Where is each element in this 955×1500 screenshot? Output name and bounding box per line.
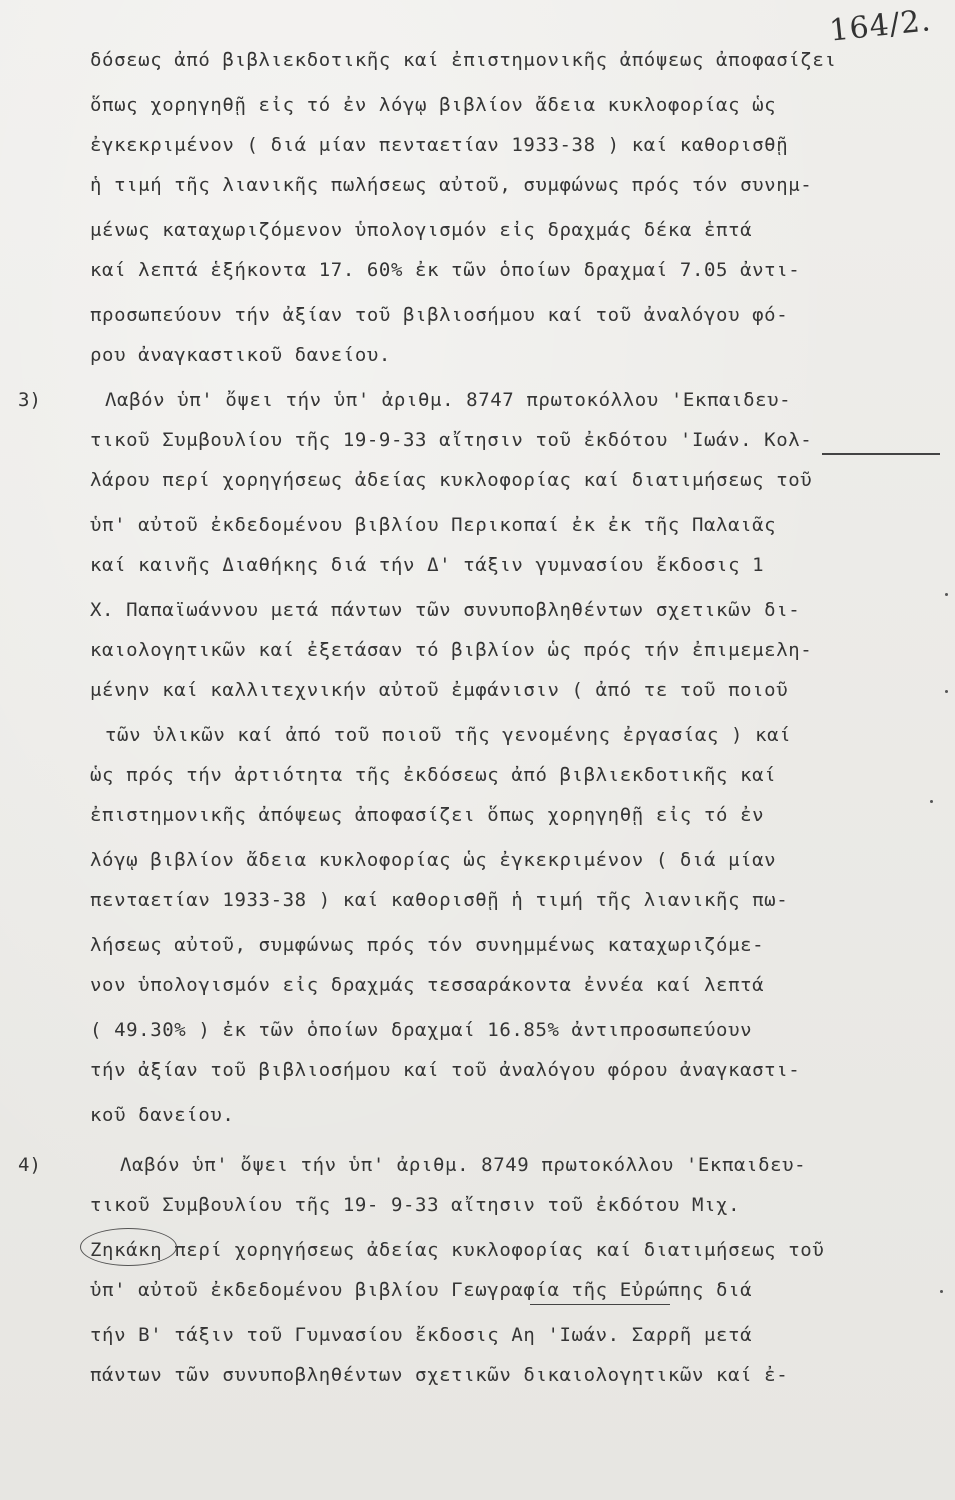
- text-line: Ζηκάκη περί χορηγήσεως ἀδείας κυκλοφορίας καί διατιμήσεως τοῦ: [90, 1239, 825, 1261]
- text-line: πάντων τῶν συνυποβληθέντων σχετικῶν δικαιολογητικῶν καί ἐ-: [90, 1364, 789, 1386]
- item-marker-3: 3): [18, 389, 41, 411]
- text-line: Λαβόν ὑπ' ὄψει τήν ὑπ' ἀριθμ. 8749 πρωτοκόλλου 'Εκπαιδευ-: [120, 1154, 807, 1176]
- text-line: μένως καταχωριζόμενον ὑπολογισμόν εἰς δραχμάς δέκα ἑπτά: [90, 219, 753, 241]
- text-line: Χ. Παπαϊωάννου μετά πάντων τῶν συνυποβληθέντων σχετικῶν δι-: [90, 599, 801, 621]
- text-line: καί λεπτά ἑξήκοντα 17. 60% ἐκ τῶν ὁποίων δραχμαί 7.05 ἀντι-: [90, 259, 801, 281]
- text-line: τήν Β' τάξιν τοῦ Γυμνασίου ἔκδοσις Αη 'Ιωάν. Σαρρῆ μετά: [90, 1324, 753, 1346]
- text-line: πενταετίαν 1933-38 ) καί καθορισθῇ ἡ τιμή τῆς λιανικῆς πω-: [90, 889, 789, 911]
- text-line: ρου ἀναγκαστικοῦ δανείου.: [90, 344, 391, 366]
- text-line: δόσεως ἀπό βιβλιεκδοτικῆς καί ἐπιστημονικῆς ἀπόψεως ἀποφασίζει: [90, 49, 837, 71]
- text-line: ὅπως χορηγηθῇ εἰς τό ἐν λόγῳ βιβλίον ἄδεια κυκλοφορίας ὡς: [90, 94, 777, 116]
- text-line: Λαβόν ὑπ' ὄψει τήν ὑπ' ἀριθμ. 8747 πρωτοκόλλου 'Εκπαιδευ-: [105, 389, 792, 411]
- text-line: ὡς πρός τήν ἀρτιότητα τῆς ἐκδόσεως ἀπό βιβλιεκδοτικῆς καί: [90, 764, 777, 786]
- text-line: λήσεως αὐτοῦ, συμφώνως πρός τόν συνημμένως καταχωριζόμε-: [90, 934, 765, 956]
- text-line: ὑπ' αὐτοῦ ἐκδεδομένου βιβλίου Γεωγραφία τῆς Εὐρώπης διά: [90, 1279, 753, 1301]
- text-line: κοῦ δανείου.: [90, 1104, 235, 1126]
- item-marker-4: 4): [18, 1154, 41, 1176]
- text-line: τικοῦ Συμβουλίου τῆς 19-9-33 αἴτησιν τοῦ ἐκδότου 'Ιωάν. Κολ-: [90, 429, 813, 451]
- margin-dot: [940, 1290, 943, 1293]
- text-line: καιολογητικῶν καί ἐξετάσαν τό βιβλίον ὡς πρός τήν ἐπιμεμελη-: [90, 639, 813, 661]
- text-line: ὑπ' αὐτοῦ ἐκδεδομένου βιβλίου Περικοπαί ἐκ ἐκ τῆς Παλαιᾶς: [90, 514, 777, 536]
- text-line: τῶν ὑλικῶν καί ἀπό τοῦ ποιοῦ τῆς γενομένης ἐργασίας ) καί: [105, 724, 792, 746]
- text-line: τικοῦ Συμβουλίου τῆς 19- 9-33 αἴτησιν τοῦ ἐκδότου Μιχ.: [90, 1194, 741, 1216]
- text-line: νον ὑπολογισμόν εἰς δραχμάς τεσσαράκοντα ἐννέα καί λεπτά: [90, 974, 765, 996]
- text-line: ἐπιστημονικῆς ἀπόψεως ἀποφασίζει ὅπως χορηγηθῇ εἰς τό ἐν: [90, 804, 765, 826]
- text-line: λόγῳ βιβλίον ἄδεια κυκλοφορίας ὡς ἐγκεκριμένον ( διά μίαν: [90, 849, 777, 871]
- pen-circle: [80, 1228, 177, 1266]
- margin-dot: [945, 690, 948, 693]
- pen-underline: [530, 1304, 670, 1305]
- text-line: προσωπεύουν τήν ἀξίαν τοῦ βιβλιοσήμου καί τοῦ ἀναλόγου φό-: [90, 304, 789, 326]
- text-line: ἡ τιμή τῆς λιανικῆς πωλήσεως αὐτοῦ, συμφώνως πρός τόν συνημ-: [90, 174, 813, 196]
- text-line: ἐγκεκριμένον ( διά μίαν πενταετίαν 1933-38 ) καί καθορισθῇ: [90, 134, 789, 156]
- text-line: ( 49.30% ) ἐκ τῶν ὁποίων δραχμαί 16.85% ἀντιπροσωπεύουν: [90, 1019, 753, 1041]
- text-line: τήν ἀξίαν τοῦ βιβλιοσήμου καί τοῦ ἀναλόγου φόρου ἀναγκαστι-: [90, 1059, 801, 1081]
- text-line: μένην καί καλλιτεχνικήν αὐτοῦ ἐμφάνισιν ( ἀπό τε τοῦ ποιοῦ: [90, 679, 789, 701]
- margin-dot: [930, 800, 933, 803]
- folio-text: 164/2.: [827, 3, 933, 49]
- text-line: λάρου περί χορηγήσεως ἀδείας κυκλοφορίας καί διατιμήσεως τοῦ: [90, 469, 813, 491]
- pen-underline: [822, 453, 940, 455]
- margin-dot: [945, 593, 948, 596]
- text-line: καί καινῆς Διαθήκης διά τήν Δ' τάξιν γυμνασίου ἔκδοσις 1: [90, 554, 765, 576]
